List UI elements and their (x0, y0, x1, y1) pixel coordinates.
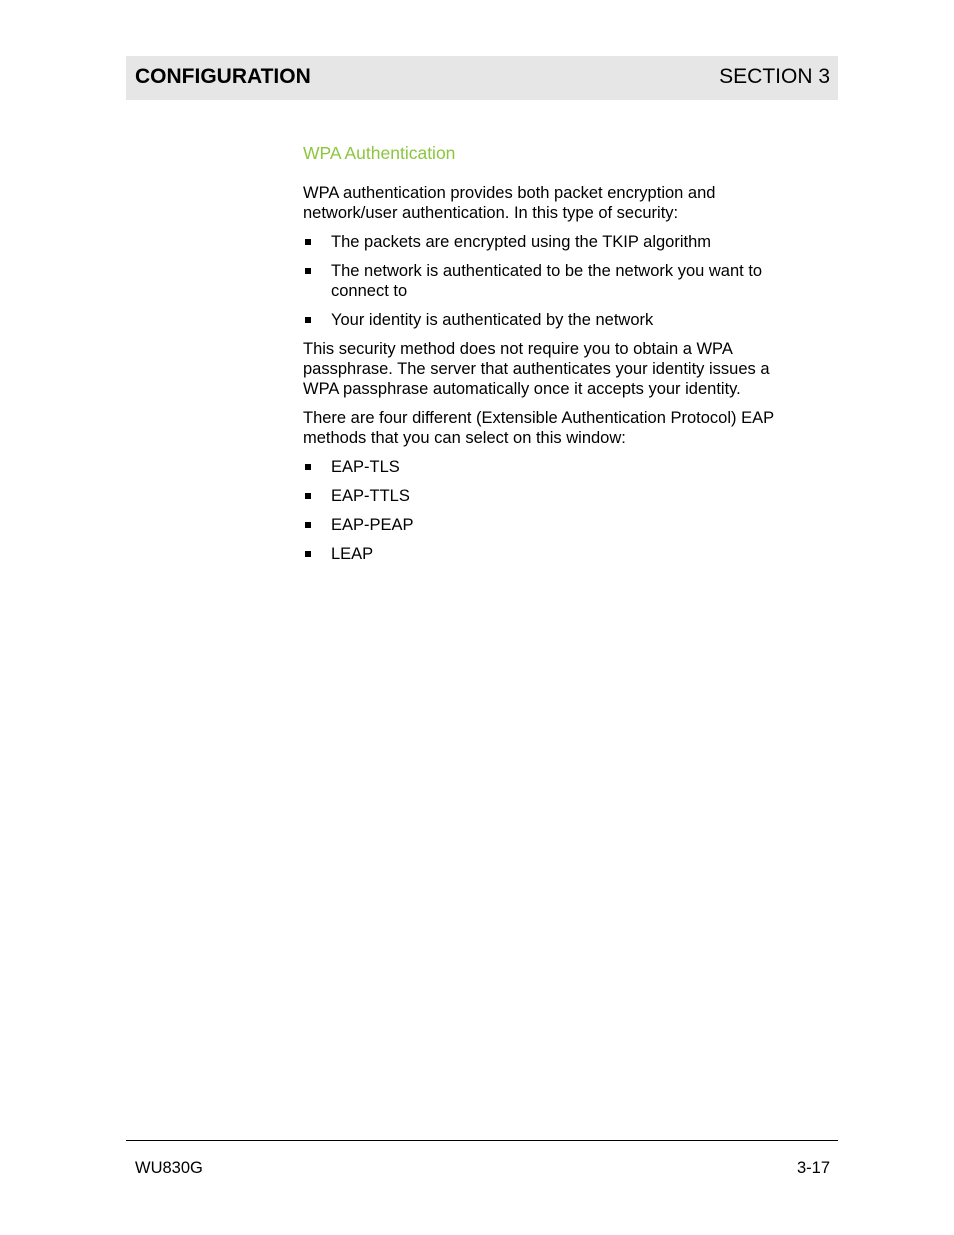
footer-model-name: WU830G (135, 1159, 203, 1177)
list-item (303, 457, 803, 477)
passphrase-paragraph: This security method does not require you to obtain a WPA passphrase. The server that authenticates your identity issues a WPA passphrase automatically once it accepts your identity. (303, 340, 770, 398)
list-item (303, 232, 803, 252)
list-item-text: EAP-PEAP (331, 516, 414, 534)
square-bullet-icon (305, 317, 311, 323)
eap-methods-paragraph: There are four different (Extensible Authentication Protocol) EAP methods that you can select on this window: (303, 409, 774, 447)
footer-divider (126, 1140, 838, 1141)
list-item (303, 515, 803, 535)
chapter-title: CONFIGURATION (135, 65, 311, 88)
list-item (303, 310, 803, 330)
main-content (303, 143, 803, 573)
section-number: SECTION 3 (719, 65, 830, 88)
list-item (303, 544, 803, 564)
list-item-text: Your identity is authenticated by the network (331, 311, 654, 329)
list-item (303, 486, 803, 506)
security-points-list (303, 232, 803, 330)
square-bullet-icon (305, 239, 311, 245)
footer-page-number: 3-17 (796, 1159, 830, 1177)
square-bullet-icon (305, 522, 311, 528)
list-item-text: The network is authenticated to be the network you want to connect to (331, 262, 763, 300)
subheading-wpa-authentication: WPA Authentication (303, 143, 456, 163)
list-item-text: EAP-TLS (331, 458, 400, 476)
eap-methods-list (303, 457, 803, 564)
list-item-text: EAP-TTLS (331, 487, 410, 505)
intro-paragraph: WPA authentication provides both packet encryption and network/user authentication. In this type of security: (303, 184, 716, 222)
square-bullet-icon (305, 493, 311, 499)
list-item-text: LEAP (331, 545, 374, 563)
square-bullet-icon (305, 268, 311, 274)
list-item (303, 261, 803, 301)
square-bullet-icon (305, 464, 311, 470)
section-header-bar (126, 56, 838, 100)
square-bullet-icon (305, 551, 311, 557)
list-item-text: The packets are encrypted using the TKIP algorithm (331, 233, 712, 251)
